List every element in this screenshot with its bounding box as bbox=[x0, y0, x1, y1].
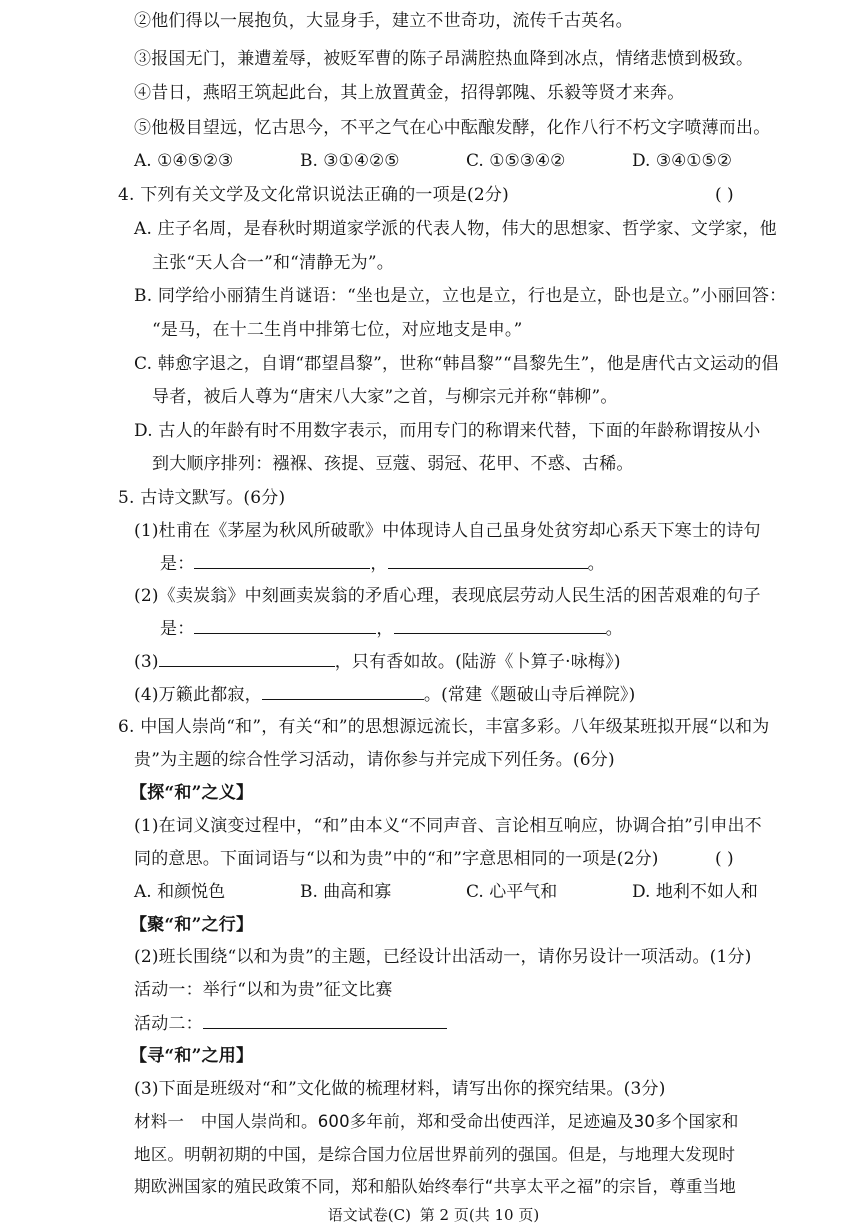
q5-sub2-period: 。 bbox=[605, 619, 623, 639]
q6-material-1-line2: 地区。明朝初期的中国，是综合国力位居世界前列的强国。但是，与地理大发现时 bbox=[134, 1145, 736, 1164]
q5-sub4-blank[interactable] bbox=[262, 683, 424, 700]
footer-page-number: 第 2 页(共 10 页) bbox=[419, 1206, 540, 1224]
q5-sub4-line bbox=[134, 683, 635, 706]
q5-sub3-prefix: (3) bbox=[134, 652, 159, 672]
q6-option-a[interactable]: A. 和颜悦色 bbox=[134, 882, 226, 902]
q5-sub1-comma: ， bbox=[370, 554, 388, 574]
q6-option-d[interactable]: D. 地利不如人和 bbox=[632, 882, 758, 902]
q6-activity-2-label: 活动二： bbox=[134, 1014, 203, 1034]
q6-sub3-prompt: (3)下面是班级对“和”文化做的梳理材料，请写出你的探究结果。(3分) bbox=[134, 1079, 666, 1099]
q5-stem: 5. 古诗文默写。(6分) bbox=[118, 488, 286, 508]
q6-stem-line1: 6. 中国人崇尚“和”，有关“和”的思想源远流长，丰富多彩。八年级某班拟开展“以和为 bbox=[118, 717, 770, 737]
q4-option-a-line2: 主张“天人合一”和“清静无为”。 bbox=[152, 253, 394, 273]
q6-sub1-line2: 同的意思。下面词语与“以和为贵”中的“和”字意思相同的一项是(2分) bbox=[134, 849, 659, 869]
q6-activity-1: 活动一：举行“以和为贵”征文比赛 bbox=[134, 980, 393, 1000]
q4-stem: 4. 下列有关文学及文化常识说法正确的一项是(2分) bbox=[118, 185, 509, 205]
q5-sub3-suffix: ，只有香如故。(陆游《卜算子·咏梅》) bbox=[334, 652, 621, 672]
q4-option-c-line2: 导者，被后人尊为“唐宋八大家”之首，与柳宗元并称“韩柳”。 bbox=[152, 387, 618, 407]
q3-option-d[interactable]: D. ③④①⑤② bbox=[632, 151, 733, 171]
q6-section-heading-2: 【聚“和”之行】 bbox=[130, 915, 254, 935]
q5-sub1-blank-1[interactable] bbox=[194, 552, 370, 569]
q5-sub4-suffix: 。(常建《题破山寺后禅院》) bbox=[423, 685, 636, 705]
q6-sub1-answer-paren[interactable]: ( ) bbox=[715, 849, 734, 869]
q5-sub2-blank-1[interactable] bbox=[194, 617, 376, 634]
page-footer bbox=[0, 1205, 867, 1225]
q4-option-c-line1[interactable]: C. 韩愈字退之，自谓“郡望昌黎”，世称“韩昌黎”“昌黎先生”，他是唐代古文运动的倡 bbox=[134, 354, 779, 374]
q5-sub2-blank-2[interactable] bbox=[394, 617, 606, 634]
q5-sub1-blank-2[interactable] bbox=[388, 552, 588, 569]
q4-option-a-line1[interactable]: A. 庄子名周，是春秋时期道家学派的代表人物，伟大的思想家、哲学家、文学家，他 bbox=[134, 219, 777, 239]
q6-stem-line2: 贵”为主题的综合性学习活动，请你参与并完成下列任务。(6分) bbox=[134, 750, 615, 770]
q6-activity-2-line bbox=[134, 1012, 447, 1035]
q5-sub2-prompt: (2)《卖炭翁》中刻画卖炭翁的矛盾心理，表现底层劳动人民生活的困苦艰难的句子 bbox=[134, 586, 761, 606]
q5-sub3-blank[interactable] bbox=[159, 650, 335, 667]
q5-sub1-period: 。 bbox=[587, 554, 605, 574]
footer-subject: 语文试卷(C) bbox=[327, 1206, 411, 1224]
q4-option-d-line1[interactable]: D. 古人的年龄有时不用数字表示，而用专门的称谓来代替，下面的年龄称谓按从小 bbox=[134, 421, 761, 441]
q3-option-c[interactable]: C. ①⑤③④② bbox=[466, 151, 566, 171]
q6-activity-2-blank[interactable] bbox=[203, 1012, 447, 1029]
q4-option-b-line2: “是马，在十二生肖中排第七位，对应地支是申。” bbox=[152, 320, 523, 340]
q4-option-b-line1[interactable]: B. 同学给小丽猜生肖谜语：“坐也是立，立也是立，行也是立，卧也是立。”小丽回答： bbox=[134, 286, 787, 306]
q6-sub1-line1: (1)在词义演变过程中，“和”由本义“不同声音、言论相互响应，协调合拍”引申出不 bbox=[134, 816, 762, 836]
q5-sub1-answer-line bbox=[160, 552, 605, 575]
q6-material-1-line3: 期欧洲国家的殖民政策不同，郑和船队始终奉行“共享太平之福”的宗旨，尊重当地 bbox=[134, 1177, 736, 1196]
q5-sub2-prefix: 是： bbox=[160, 619, 195, 639]
q3-item-3: ③报国无门，兼遭羞辱，被贬军曹的陈子昂满腔热血降到冰点，情绪悲愤到极致。 bbox=[134, 49, 754, 69]
q3-item-4: ④昔日，燕昭王筑起此台，其上放置黄金，招得郭隗、乐毅等贤才来奔。 bbox=[134, 83, 685, 103]
q6-option-b[interactable]: B. 曲高和寡 bbox=[300, 882, 392, 902]
q5-sub1-prefix: 是： bbox=[160, 554, 195, 574]
q5-sub4-prefix: (4)万籁此都寂， bbox=[134, 685, 262, 705]
q6-sub2-prompt: (2)班长围绕“以和为贵”的主题，已经设计出活动一，请你另设计一项活动。(1分) bbox=[134, 947, 752, 967]
q5-sub3-line bbox=[134, 650, 621, 673]
q3-option-a[interactable]: A. ①④⑤②③ bbox=[134, 151, 234, 171]
q6-material-1-line1: 材料一 中国人崇尚和。600多年前，郑和受命出使西洋，足迹遍及30多个国家和 bbox=[134, 1112, 739, 1131]
q6-section-heading-1: 【探“和”之义】 bbox=[130, 783, 254, 803]
q5-sub2-comma: ， bbox=[376, 619, 394, 639]
q5-sub2-answer-line bbox=[160, 617, 623, 640]
q4-answer-paren[interactable]: ( ) bbox=[715, 185, 734, 205]
q3-item-5: ⑤他极目望远，忆古思今，不平之气在心中酝酿发酵，化作八行不朽文字喷薄而出。 bbox=[134, 118, 771, 138]
q3-item-2: ②他们得以一展抱负，大显身手，建立不世奇功，流传千古英名。 bbox=[134, 11, 633, 31]
q6-option-c[interactable]: C. 心平气和 bbox=[466, 882, 558, 902]
q4-option-d-line2: 到大顺序排列：襁褓、孩提、豆蔻、弱冠、花甲、不惑、古稀。 bbox=[152, 454, 634, 474]
q6-section-heading-3: 【寻“和”之用】 bbox=[130, 1046, 254, 1066]
q5-sub1-prompt: (1)杜甫在《茅屋为秋风所破歌》中体现诗人自己虽身处贫穷却心系天下寒士的诗句 bbox=[134, 521, 761, 541]
q3-option-b[interactable]: B. ③①④②⑤ bbox=[300, 151, 400, 171]
